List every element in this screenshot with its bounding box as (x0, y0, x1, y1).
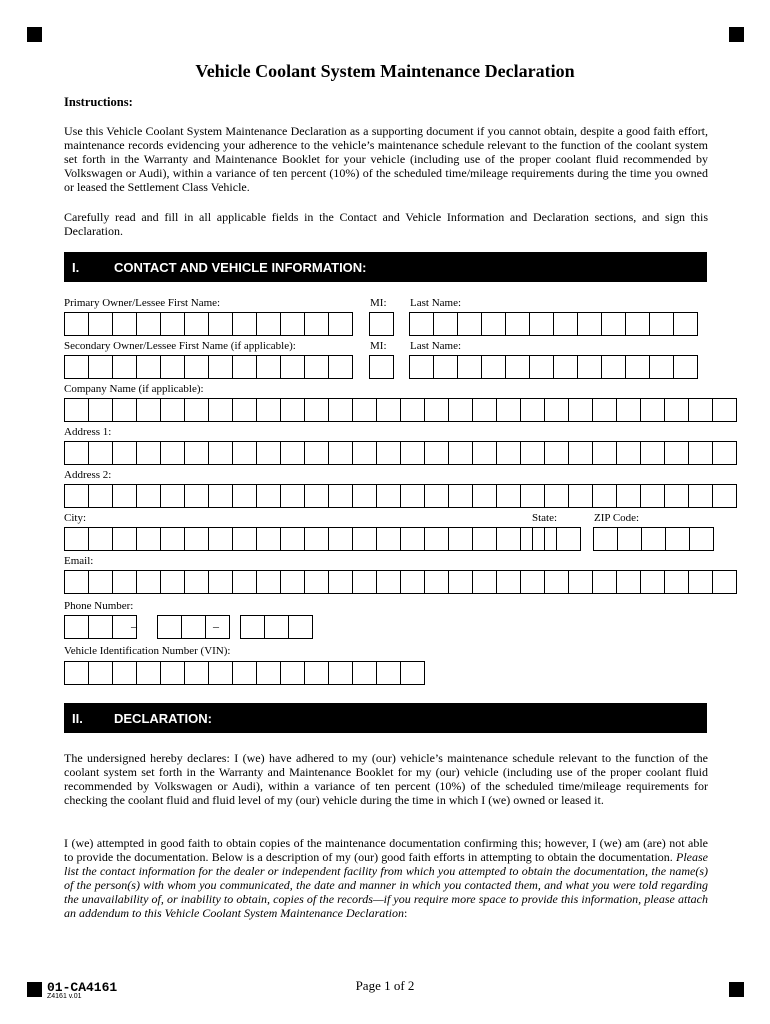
character-box[interactable] (520, 484, 545, 508)
character-box[interactable] (568, 570, 593, 594)
character-box[interactable] (712, 441, 737, 465)
character-box[interactable] (112, 661, 137, 685)
address-1-field[interactable] (64, 441, 736, 465)
character-box[interactable] (208, 441, 233, 465)
character-box[interactable] (424, 527, 449, 551)
character-box[interactable] (664, 441, 689, 465)
section-2-header (64, 703, 707, 733)
character-box[interactable] (640, 484, 665, 508)
character-box[interactable] (136, 527, 161, 551)
character-box[interactable] (712, 570, 737, 594)
character-box[interactable] (505, 312, 530, 336)
character-box[interactable] (376, 441, 401, 465)
character-box[interactable] (601, 355, 626, 379)
character-box[interactable] (112, 355, 137, 379)
character-box[interactable] (64, 570, 89, 594)
character-box[interactable] (304, 355, 329, 379)
character-box[interactable] (136, 484, 161, 508)
character-box[interactable] (232, 661, 257, 685)
character-box[interactable] (352, 398, 377, 422)
character-box[interactable] (544, 398, 569, 422)
character-box[interactable] (208, 312, 233, 336)
character-box[interactable] (529, 312, 554, 336)
character-box[interactable] (592, 398, 617, 422)
character-box[interactable] (568, 484, 593, 508)
vin-label: Vehicle Identification Number (VIN): (64, 645, 231, 657)
primary-mi-field[interactable] (369, 312, 393, 336)
phone-number-label: Phone Number: (64, 600, 134, 612)
character-box[interactable] (256, 355, 281, 379)
character-box[interactable] (688, 441, 713, 465)
character-box[interactable] (472, 398, 497, 422)
character-box[interactable] (577, 312, 602, 336)
character-box[interactable] (673, 312, 698, 336)
secondary-last-name-field[interactable] (409, 355, 697, 379)
character-box[interactable] (136, 570, 161, 594)
character-box[interactable] (328, 398, 353, 422)
character-box[interactable] (328, 661, 353, 685)
character-box[interactable] (256, 398, 281, 422)
character-box[interactable] (505, 355, 530, 379)
character-box[interactable] (280, 570, 305, 594)
character-box[interactable] (472, 527, 497, 551)
character-box[interactable] (457, 312, 482, 336)
character-box[interactable] (304, 484, 329, 508)
character-box[interactable] (328, 355, 353, 379)
character-box[interactable] (64, 527, 89, 551)
character-box[interactable] (640, 441, 665, 465)
character-box[interactable] (280, 484, 305, 508)
secondary-last-name-label: Last Name: (410, 340, 462, 352)
character-box[interactable] (352, 661, 377, 685)
state-field[interactable] (532, 527, 580, 551)
character-box[interactable] (232, 398, 257, 422)
character-box[interactable] (256, 661, 281, 685)
character-box[interactable] (240, 615, 265, 639)
character-box[interactable] (304, 527, 329, 551)
character-box[interactable] (160, 527, 185, 551)
character-box[interactable] (256, 441, 281, 465)
character-box[interactable] (88, 527, 113, 551)
phone-line-number-field[interactable] (240, 615, 312, 639)
character-box[interactable] (712, 484, 737, 508)
character-box[interactable] (553, 355, 578, 379)
character-box[interactable] (328, 441, 353, 465)
character-box[interactable] (376, 661, 401, 685)
character-box[interactable] (232, 312, 257, 336)
secondary-first-name-field[interactable] (64, 355, 352, 379)
character-box[interactable] (688, 570, 713, 594)
character-box[interactable] (184, 484, 209, 508)
character-box[interactable] (496, 441, 521, 465)
secondary-first-name-label: Secondary Owner/Lessee First Name (if applicable): (64, 340, 296, 352)
character-box[interactable] (184, 398, 209, 422)
character-box[interactable] (400, 570, 425, 594)
form-version: Z4161 v.01 (47, 993, 82, 1000)
character-box[interactable] (184, 661, 209, 685)
character-box[interactable] (304, 661, 329, 685)
character-box[interactable] (184, 570, 209, 594)
character-box[interactable] (712, 398, 737, 422)
character-box[interactable] (369, 312, 394, 336)
character-box[interactable] (88, 441, 113, 465)
character-box[interactable] (481, 312, 506, 336)
registration-mark-top-right (729, 27, 744, 42)
character-box[interactable] (208, 527, 233, 551)
character-box[interactable] (409, 312, 434, 336)
character-box[interactable] (616, 570, 641, 594)
section-1-number: I. (72, 260, 80, 275)
primary-first-name-label: Primary Owner/Lessee First Name: (64, 297, 221, 309)
character-box[interactable] (544, 441, 569, 465)
character-box[interactable] (616, 398, 641, 422)
vin-field[interactable] (64, 661, 424, 685)
character-box[interactable] (112, 527, 137, 551)
character-box[interactable] (688, 484, 713, 508)
character-box[interactable] (280, 661, 305, 685)
primary-mi-label: MI: (370, 297, 387, 309)
character-box[interactable] (625, 312, 650, 336)
zip-code-label: ZIP Code: (594, 512, 640, 524)
character-box[interactable] (592, 441, 617, 465)
declaration-paragraph-2 (64, 836, 708, 920)
form-id: 01-CA4161 (47, 980, 118, 995)
character-box[interactable] (256, 484, 281, 508)
character-box[interactable] (88, 355, 113, 379)
section-1-title: CONTACT AND VEHICLE INFORMATION: (114, 260, 367, 275)
character-box[interactable] (433, 355, 458, 379)
character-box[interactable] (592, 484, 617, 508)
secondary-mi-field[interactable] (369, 355, 393, 379)
section-2-number: II. (72, 711, 83, 726)
character-box[interactable] (88, 398, 113, 422)
company-name-field[interactable] (64, 398, 736, 422)
secondary-mi-label: MI: (370, 340, 387, 352)
address-2-label: Address 2: (64, 469, 112, 481)
character-box[interactable] (208, 661, 233, 685)
phone-separator-1: – (131, 619, 137, 633)
character-box[interactable] (640, 398, 665, 422)
character-box[interactable] (181, 615, 206, 639)
character-box[interactable] (136, 441, 161, 465)
character-box[interactable] (433, 312, 458, 336)
character-box[interactable] (616, 441, 641, 465)
character-box[interactable] (568, 441, 593, 465)
character-box[interactable] (625, 355, 650, 379)
character-box[interactable] (641, 527, 666, 551)
intro-paragraph-2: Carefully read and fill in all applicable fields in the Contact and Vehicle Information and Declaration sections, and sign this Declaration. (64, 210, 708, 238)
character-box[interactable] (64, 312, 89, 336)
character-box[interactable] (400, 527, 425, 551)
character-box[interactable] (208, 484, 233, 508)
character-box[interactable] (496, 527, 521, 551)
character-box[interactable] (304, 570, 329, 594)
character-box[interactable] (400, 441, 425, 465)
character-box[interactable] (448, 484, 473, 508)
character-box[interactable] (577, 355, 602, 379)
character-box[interactable] (352, 570, 377, 594)
character-box[interactable] (400, 484, 425, 508)
character-box[interactable] (88, 661, 113, 685)
character-box[interactable] (328, 484, 353, 508)
character-box[interactable] (673, 355, 698, 379)
character-box[interactable] (688, 398, 713, 422)
character-box[interactable] (264, 615, 289, 639)
email-label: Email: (64, 555, 94, 567)
declaration-paragraph-1: The undersigned hereby declares: I (we) have adhered to my (our) vehicle’s maintenance schedule relevant to the function of the coolant system set forth in the Warranty and Maintenance Booklet for my (our) vehicle (including use of the proper coolant fluid recommended by Volkswagen or Audi), within a variance of ten percent (10%) of the scheduled time/mileage requirements for checking the coolant fluid and fluid level of my (our) vehicle during the time in which I (we) owned or leased it. (64, 751, 708, 807)
primary-last-name-label: Last Name: (410, 297, 462, 309)
character-box[interactable] (232, 355, 257, 379)
city-field[interactable] (64, 527, 544, 551)
character-box[interactable] (448, 398, 473, 422)
character-box[interactable] (592, 570, 617, 594)
zip-code-field[interactable] (593, 527, 713, 551)
character-box[interactable] (304, 441, 329, 465)
character-box[interactable] (640, 570, 665, 594)
character-box[interactable] (617, 527, 642, 551)
character-box[interactable] (184, 441, 209, 465)
character-box[interactable] (593, 527, 618, 551)
character-box[interactable] (352, 484, 377, 508)
character-box[interactable] (472, 570, 497, 594)
character-box[interactable] (376, 484, 401, 508)
character-box[interactable] (184, 355, 209, 379)
character-box[interactable] (352, 441, 377, 465)
declaration-paragraph-2-instructions: Please list the contact information for the dealer or independent facility from which you attempted to obtain the documentation, the name(s) of the person(s) with whom you communicated, the date and manner in which you contacted them, and what you were told regarding the unavailability of, or inability to obtain, copies of the records—if you require more space to provide this information, please attach an addendum to this Vehicle Coolant System Maintenance Declaration (64, 850, 708, 920)
character-box[interactable] (481, 355, 506, 379)
character-box[interactable] (160, 570, 185, 594)
character-box[interactable] (64, 484, 89, 508)
character-box[interactable] (232, 441, 257, 465)
character-box[interactable] (136, 661, 161, 685)
page-number: Page 1 of 2 (355, 978, 415, 993)
character-box[interactable] (280, 355, 305, 379)
character-box[interactable] (112, 570, 137, 594)
character-box[interactable] (136, 398, 161, 422)
character-box[interactable] (160, 484, 185, 508)
character-box[interactable] (472, 441, 497, 465)
character-box[interactable] (568, 398, 593, 422)
character-box[interactable] (649, 312, 674, 336)
character-box[interactable] (256, 570, 281, 594)
email-field[interactable] (64, 570, 736, 594)
character-box[interactable] (160, 661, 185, 685)
character-box[interactable] (689, 527, 714, 551)
address-2-field[interactable] (64, 484, 736, 508)
character-box[interactable] (112, 484, 137, 508)
character-box[interactable] (664, 570, 689, 594)
character-box[interactable] (232, 484, 257, 508)
character-box[interactable] (532, 527, 557, 551)
character-box[interactable] (256, 312, 281, 336)
section-2-title: DECLARATION: (114, 711, 212, 726)
character-box[interactable] (328, 570, 353, 594)
character-box[interactable] (616, 484, 641, 508)
character-box[interactable] (448, 570, 473, 594)
character-box[interactable] (448, 441, 473, 465)
character-box[interactable] (424, 441, 449, 465)
character-box[interactable] (136, 312, 161, 336)
character-box[interactable] (136, 355, 161, 379)
character-box[interactable] (520, 570, 545, 594)
character-box[interactable] (232, 527, 257, 551)
character-box[interactable] (160, 398, 185, 422)
character-box[interactable] (544, 484, 569, 508)
character-box[interactable] (304, 312, 329, 336)
character-box[interactable] (544, 570, 569, 594)
instructions-heading: Instructions: (64, 95, 133, 109)
character-box[interactable] (112, 312, 137, 336)
character-box[interactable] (601, 312, 626, 336)
character-box[interactable] (665, 527, 690, 551)
page-title: Vehicle Coolant System Maintenance Declaration (195, 61, 575, 81)
character-box[interactable] (208, 398, 233, 422)
declaration-paragraph-2-end: : (403, 906, 408, 920)
character-box[interactable] (376, 570, 401, 594)
character-box[interactable] (369, 355, 394, 379)
character-box[interactable] (496, 570, 521, 594)
character-box[interactable] (400, 661, 425, 685)
primary-last-name-field[interactable] (409, 312, 697, 336)
character-box[interactable] (328, 527, 353, 551)
character-box[interactable] (208, 355, 233, 379)
character-box[interactable] (376, 398, 401, 422)
character-box[interactable] (88, 615, 113, 639)
declaration-paragraph-2-text: I (we) attempted in good faith to obtain copies of the maintenance documentation confirming this; however, I (we) am (are) not able to provide the documentation. Below is a description of my (our) good faith efforts in attempting to obtain the documentation. (64, 836, 708, 864)
character-box[interactable] (328, 312, 353, 336)
character-box[interactable] (256, 527, 281, 551)
character-box[interactable] (472, 484, 497, 508)
character-box[interactable] (424, 570, 449, 594)
character-box[interactable] (184, 312, 209, 336)
character-box[interactable] (553, 312, 578, 336)
character-box[interactable] (496, 398, 521, 422)
character-box[interactable] (208, 570, 233, 594)
character-box[interactable] (112, 441, 137, 465)
character-box[interactable] (400, 398, 425, 422)
character-box[interactable] (88, 484, 113, 508)
character-box[interactable] (280, 527, 305, 551)
character-box[interactable] (448, 527, 473, 551)
character-box[interactable] (88, 570, 113, 594)
city-label: City: (64, 512, 87, 524)
registration-mark-top-left (27, 27, 42, 42)
character-box[interactable] (376, 527, 401, 551)
character-box[interactable] (160, 312, 185, 336)
character-box[interactable] (64, 615, 89, 639)
character-box[interactable] (529, 355, 554, 379)
character-box[interactable] (160, 355, 185, 379)
company-name-label: Company Name (if applicable): (64, 383, 204, 395)
character-box[interactable] (112, 398, 137, 422)
character-box[interactable] (424, 398, 449, 422)
character-box[interactable] (288, 615, 313, 639)
character-box[interactable] (64, 661, 89, 685)
primary-first-name-field[interactable] (64, 312, 352, 336)
section-1-header (64, 252, 707, 282)
character-box[interactable] (520, 441, 545, 465)
character-box[interactable] (157, 615, 182, 639)
character-box[interactable] (664, 398, 689, 422)
character-box[interactable] (664, 484, 689, 508)
character-box[interactable] (64, 441, 89, 465)
character-box[interactable] (280, 398, 305, 422)
character-box[interactable] (649, 355, 674, 379)
address-1-label: Address 1: (64, 426, 112, 438)
character-box[interactable] (496, 484, 521, 508)
intro-paragraph-1: Use this Vehicle Coolant System Maintenance Declaration as a supporting document if you cannot obtain, despite a good faith effort, maintenance records evidencing your adherence to the vehicle’s maintenance schedule relevant to the function of the coolant system set forth in the Warranty and Maintenance Booklet for your vehicle (including use of the proper coolant fluid recommended by Volkswagen or Audi), within a variance of ten percent (10%) of the scheduled time/mileage requirements during the time you owned or leased the Settlement Class Vehicle. (64, 124, 708, 194)
character-box[interactable] (520, 398, 545, 422)
character-box[interactable] (556, 527, 581, 551)
character-box[interactable] (232, 570, 257, 594)
character-box[interactable] (352, 527, 377, 551)
phone-separator-2: – (213, 619, 219, 633)
character-box[interactable] (457, 355, 482, 379)
character-box[interactable] (280, 312, 305, 336)
character-box[interactable] (88, 312, 113, 336)
character-box[interactable] (409, 355, 434, 379)
character-box[interactable] (64, 355, 89, 379)
character-box[interactable] (280, 441, 305, 465)
character-box[interactable] (304, 398, 329, 422)
state-label: State: (532, 512, 558, 524)
character-box[interactable] (160, 441, 185, 465)
character-box[interactable] (424, 484, 449, 508)
character-box[interactable] (64, 398, 89, 422)
character-box[interactable] (184, 527, 209, 551)
phone-area-code-field[interactable] (64, 615, 136, 639)
